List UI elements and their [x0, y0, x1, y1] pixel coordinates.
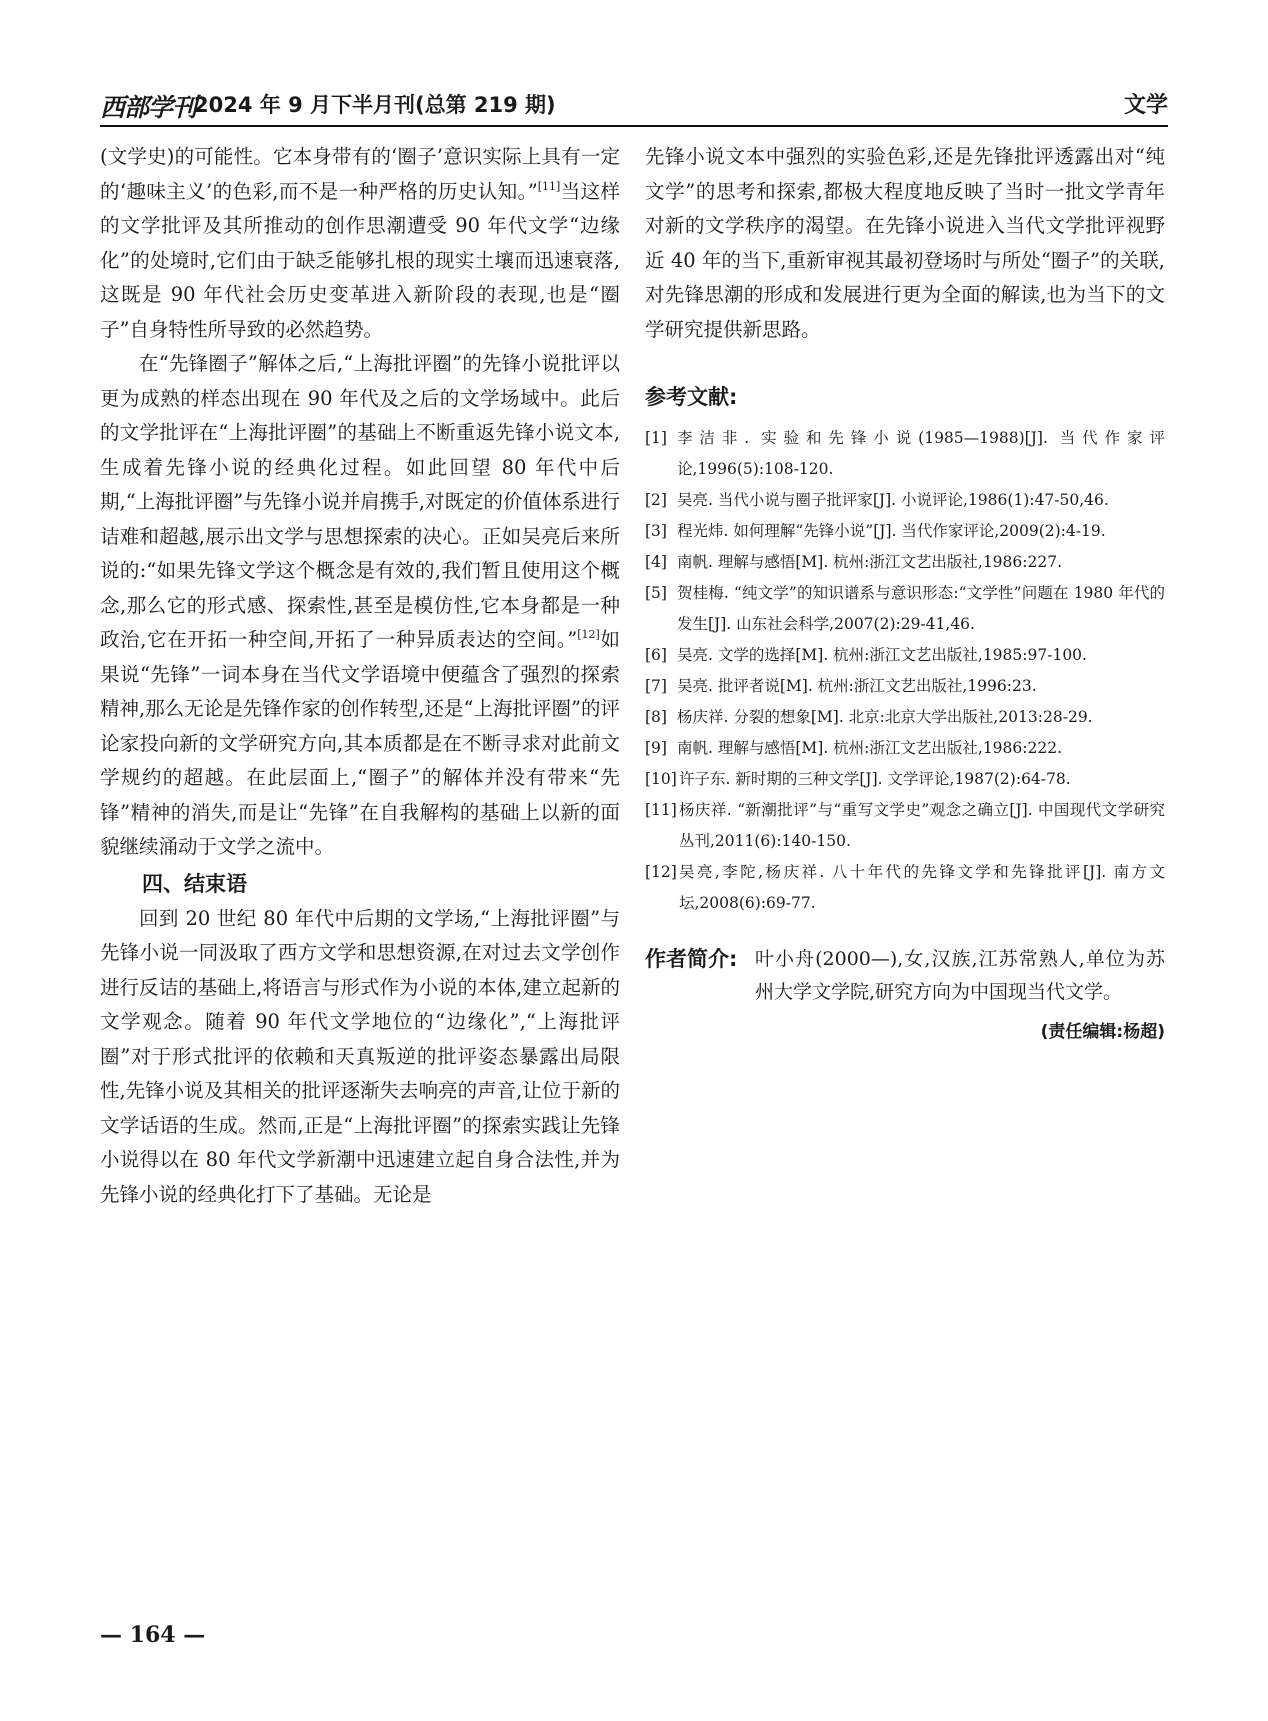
reference-item [645, 702, 1165, 733]
author-text: 叶小舟(2000—),女,汉族,江苏常熟人,单位为苏州大学文学院,研究方向为中国现当代文学。 [755, 948, 1165, 1003]
reference-text: 南帆. 理解与感悟[M]. 杭州:浙江文艺出版社,1986:227. [677, 553, 1063, 571]
page-number: — 164 — [100, 1622, 206, 1648]
reference-text: 许子东. 新时期的三种文学[J]. 文学评论,1987(2):64-78. [679, 770, 1071, 788]
reference-text: 贺桂梅. “纯文学”的知识谱系与意识形态:“文学性”问题在 1980 年代的发生[J]. 山东社会科学,2007(2):29-41,46. [677, 584, 1165, 633]
running-header [100, 86, 1168, 122]
body-paragraph: 先锋小说文本中强烈的实验色彩,还是先锋批评透露出对“纯文学”的思考和探索,都极大程度地反映了当时一批文学青年对新的文学秩序的渴望。在先锋小说进入当代文学批评视野近 40 年的当下,重新审视其最初登场时与所处“圈子”的关联,对先锋思潮的形成和发展进行更为全面的解读,也为当下的文学研究提供新思路。 [645, 145, 1165, 341]
reference-item [645, 423, 1165, 485]
reference-text: 杨庆祥. 分裂的想象[M]. 北京:北京大学出版社,2013:28-29. [677, 708, 1093, 726]
reference-text: 吴亮. 文学的选择[M]. 杭州:浙江文艺出版社,1985:97-100. [677, 646, 1087, 664]
left-column [100, 140, 620, 1212]
journal-logo: 西部学刊 [100, 93, 197, 122]
reference-text: 杨庆祥. “新潮批评”与“重写文学史”观念之确立[J]. 中国现代文学研究丛刊,2011(6):140-150. [679, 801, 1165, 850]
reference-number: [3] [645, 522, 667, 540]
reference-number: [2] [645, 491, 667, 509]
journal-issue: 2024 年 9 月下半月刊(总第 219 期) [194, 93, 556, 117]
reference-item [645, 547, 1165, 578]
reference-number: [6] [645, 646, 667, 664]
references-heading: 参考文献: [645, 385, 738, 409]
responsible-editor: (责任编辑:杨超) [1040, 1022, 1165, 1042]
section-heading: 四、结束语 [142, 871, 247, 896]
reference-text: 吴亮,李陀,杨庆祥. 八十年代的先锋文学和先锋批评[J]. 南方文坛,2008(6):69-77. [679, 863, 1165, 912]
body-paragraph: 在“先锋圈子”解体之后,“上海批评圈”的先锋小说批评以更为成熟的样态出现在 90 年代及之后的文学场域中。此后的文学批评在“上海批评圈”的基础上不断重返先锋小说文本,生成着先锋小说的经典化过程。如此回望 80 年代中后期,“上海批评圈”与先锋小说并肩携手,对既定的价值体系进行诘难和超越,展示出文学与思想探索的决心。正如吴亮后来所说的:“如果先锋文学这个概念是有效的,我们暂且使用这个概念,那么它的形式感、探索性,甚至是模仿性,它本身都是一种政治,它在开拓一种空间,开拓了一种异质表达的空间。”[12]如果说“先锋”一词本身在当代文学语境中便蕴含了强烈的探索精神,那么无论是先锋作家的创作转型,还是“上海批评圈”的评论家投向新的文学研究方向,其本质都是在不断寻求对此前文学规约的超越。在此层面上,“圈子”的解体并没有带来“先锋”精神的消失,而是让“先锋”在自我解构的基础上以新的面貌继续涌动于文学之流中。 [100, 352, 620, 858]
reference-item [645, 516, 1165, 547]
reference-number: [5] [645, 584, 667, 602]
reference-number: [8] [645, 708, 667, 726]
reference-item [645, 795, 1165, 857]
reference-item [645, 578, 1165, 640]
reference-number: [11] [645, 801, 677, 819]
reference-text: 李洁非. 实验和先锋小说(1985—1988)[J]. 当代作家评论,1996(5):108-120. [677, 429, 1165, 478]
header-rule [100, 125, 1168, 127]
reference-number: [4] [645, 553, 667, 571]
reference-item [645, 764, 1165, 795]
author-label: 作者简介: [645, 947, 738, 971]
reference-item [645, 640, 1165, 671]
reference-text: 吴亮. 当代小说与圈子批评家[J]. 小说评论,1986(1):47-50,46. [677, 491, 1109, 509]
body-paragraph: 回到 20 世纪 80 年代中后期的文学场,“上海批评圈”与先锋小说一同汲取了西方文学和思想资源,在对过去文学创作进行反诘的基础上,将语言与形式作为小说的本体,建立起新的文学观念。随着 90 年代文学地位的“边缘化”,“上海批评圈”对于形式批评的依赖和天真叛逆的批评姿态暴露出局限性,先锋小说及其相关的批评逐渐失去响亮的声音,让位于新的文学话语的生成。然而,正是“上海批评圈”的探索实践让先锋小说得以在 80 年代文学新潮中迅速建立起自身合法性,并为先锋小说的经典化打下了基础。无论是 [100, 906, 620, 1206]
author-bio [645, 943, 1165, 1009]
right-column [645, 140, 1165, 1042]
reference-number: [7] [645, 677, 667, 695]
section-name: 文学 [1123, 93, 1168, 118]
reference-list [645, 423, 1165, 919]
reference-number: [1] [645, 429, 667, 447]
body-paragraph: (文学史)的可能性。它本身带有的‘圈子’意识实际上具有一定的‘趣味主义’的色彩,而不是一种严格的历史认知。”[11]当这样的文学批评及其所推动的创作思潮遭受 90 年代文学“边缘化”的处境时,它们由于缺乏能够扎根的现实土壤而迅速衰落,这既是 90 年代社会历史变革进入新阶段的表现,也是“圈子”自身特性所导致的必然趋势。 [100, 145, 620, 341]
citation-ref[interactable]: [11] [537, 179, 561, 193]
citation-ref[interactable]: [12] [577, 628, 600, 641]
reference-text: 南帆. 理解与感悟[M]. 杭州:浙江文艺出版社,1986:222. [677, 739, 1063, 757]
reference-number: [12] [645, 863, 677, 881]
reference-item [645, 733, 1165, 764]
reference-text: 程光炜. 如何理解“先锋小说”[J]. 当代作家评论,2009(2):4-19. [677, 522, 1106, 540]
reference-item [645, 485, 1165, 516]
reference-item [645, 857, 1165, 919]
reference-text: 吴亮. 批评者说[M]. 杭州:浙江文艺出版社,1996:23. [677, 677, 1037, 695]
reference-number: [10] [645, 770, 677, 788]
reference-item [645, 671, 1165, 702]
reference-number: [9] [645, 739, 667, 757]
